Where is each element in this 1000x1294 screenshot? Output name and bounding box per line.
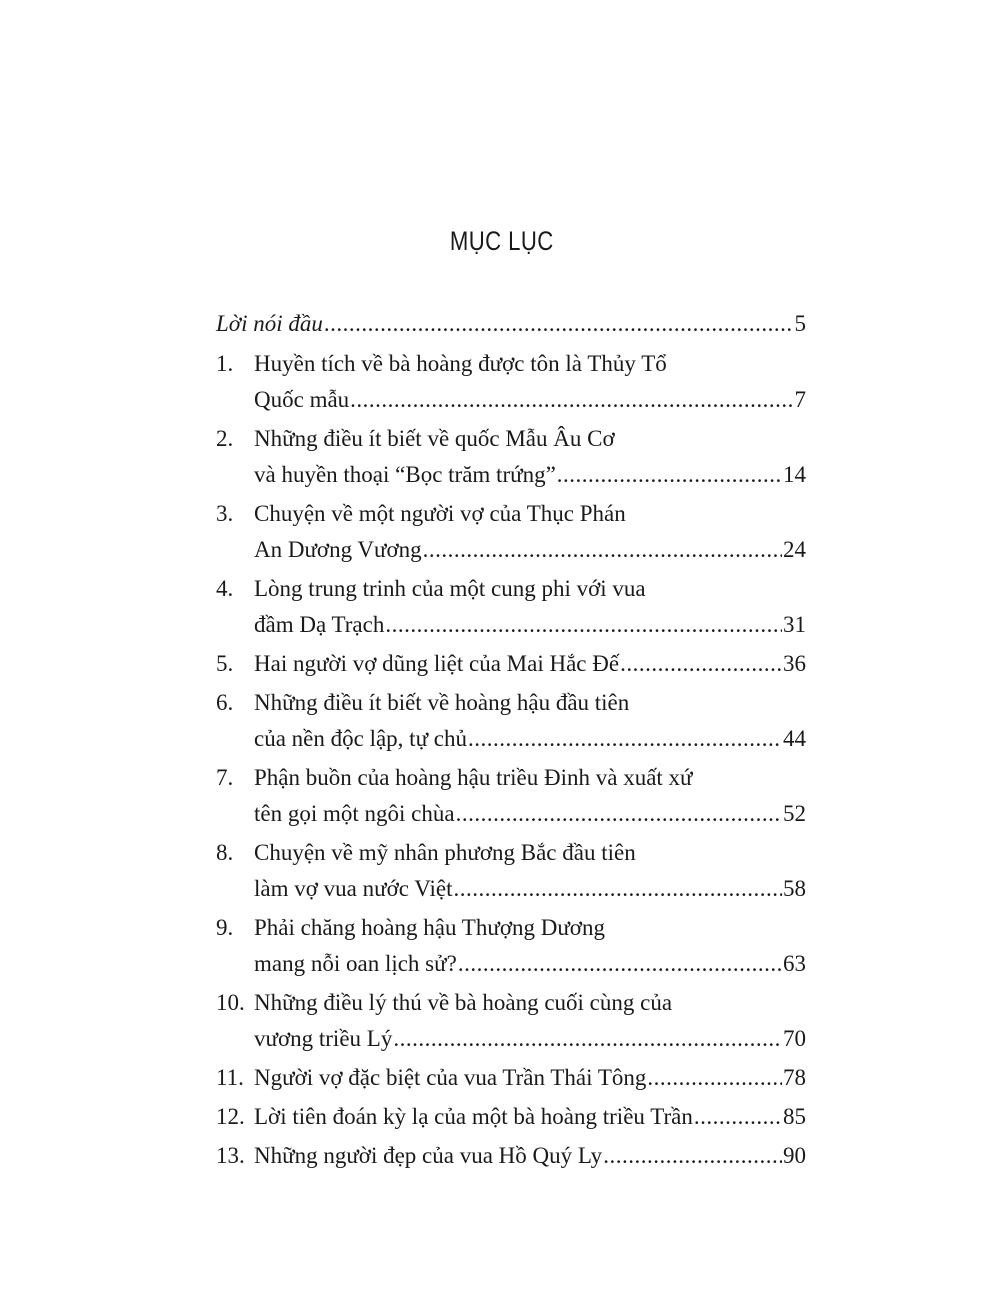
dot-leader: [456, 796, 782, 832]
toc-entry-title-line: làm vợ vua nước Việt: [254, 876, 453, 901]
toc-entry: [216, 910, 806, 982]
toc-page-number: 31: [783, 612, 806, 637]
toc-entry-title-line: tên gọi một ngôi chùa: [254, 801, 455, 826]
toc-entry-title-line: Những điều ít biết về hoàng hậu đầu tiên: [254, 690, 630, 715]
dot-leader: [324, 306, 794, 342]
toc-entry-number: 3.: [216, 501, 234, 526]
toc-page-number: 14: [783, 462, 806, 487]
toc-page-number: 58: [783, 876, 806, 901]
toc-entry-number: 2.: [216, 426, 234, 451]
toc-page-number: 7: [794, 387, 806, 412]
toc-entry-foreword: [216, 306, 806, 342]
toc-page-number: 52: [783, 801, 806, 826]
dot-leader: [603, 1138, 782, 1174]
toc-entry-title-line: vương triều Lý: [254, 1026, 393, 1051]
toc-entry-title-line: Lời tiên đoán kỳ lạ của một bà hoàng triều Trần: [254, 1104, 693, 1129]
toc-entry-number: 10.: [216, 990, 245, 1015]
page-title: MỤC LỤC: [449, 226, 554, 256]
toc-entry-number: 5.: [216, 651, 234, 676]
toc-entry-title-line: Chuyện về một người vợ của Thục Phán: [254, 501, 626, 526]
dot-leader: [468, 721, 782, 757]
toc-entry: [216, 496, 806, 568]
toc-entry-title: Lời nói đầu: [216, 311, 323, 336]
toc-entry-number: 12.: [216, 1104, 245, 1129]
dot-leader: [423, 532, 782, 568]
toc-entry: [216, 646, 806, 682]
dot-leader: [454, 871, 783, 907]
dot-leader: [458, 946, 782, 982]
toc-entry-title-line: Phải chăng hoàng hậu Thượng Dương: [254, 915, 605, 940]
table-of-contents: [216, 306, 806, 1174]
toc-entry-title-line: Lòng trung trinh của một cung phi với vua: [254, 576, 646, 601]
toc-page-number: 63: [783, 951, 806, 976]
toc-page-number: 36: [783, 651, 806, 676]
toc-entry-number: 13.: [216, 1143, 245, 1168]
toc-entry: [216, 1060, 806, 1096]
toc-entry-title-line: Huyền tích về bà hoàng được tôn là Thủy Tổ: [254, 351, 667, 376]
dot-leader: [694, 1099, 782, 1135]
dot-leader: [350, 382, 793, 418]
toc-entry-title-line: Những điều ít biết về quốc Mẫu Âu Cơ: [254, 426, 615, 451]
toc-page-number: 5: [794, 311, 806, 336]
toc-entry-number: 4.: [216, 576, 234, 601]
toc-entry-number: 9.: [216, 915, 234, 940]
toc-entry-title-line: đầm Dạ Trạch: [254, 612, 385, 637]
toc-entry-title-line: Người vợ đặc biệt của vua Trần Thái Tông: [254, 1065, 647, 1090]
toc-page-number: 24: [783, 537, 806, 562]
toc-page-number: 70: [783, 1026, 806, 1051]
dot-leader: [385, 607, 782, 643]
toc-entry: [216, 685, 806, 757]
toc-entry-number: 7.: [216, 765, 234, 790]
toc-page-number: 44: [783, 726, 806, 751]
toc-entry-title-line: Những người đẹp của vua Hồ Quý Ly: [254, 1143, 603, 1168]
toc-entry-title-line: Phận buồn của hoàng hậu triều Đinh và xuất xứ: [254, 765, 693, 790]
dot-leader: [647, 1060, 782, 1096]
toc-entry: [216, 1138, 806, 1174]
toc-entry-number: 8.: [216, 840, 234, 865]
toc-entry-title-line: Hai người vợ dũng liệt của Mai Hắc Đế: [254, 651, 620, 676]
toc-entry: [216, 421, 806, 493]
toc-entry: [216, 346, 806, 418]
toc-entry-number: 1.: [216, 351, 234, 376]
toc-entry-number: 11.: [216, 1065, 244, 1090]
toc-entry-number: 6.: [216, 690, 234, 715]
toc-entry: [216, 835, 806, 907]
toc-entry: [216, 1099, 806, 1135]
toc-entry-title-line: Chuyện về mỹ nhân phương Bắc đầu tiên: [254, 840, 636, 865]
toc-entry-title-line: An Dương Vương: [254, 537, 422, 562]
dot-leader: [620, 646, 782, 682]
toc-page-number: 85: [783, 1104, 806, 1129]
toc-entry-title-line: Quốc mẫu: [254, 387, 350, 412]
toc-page-number: 90: [783, 1143, 806, 1168]
toc-page-number: 78: [783, 1065, 806, 1090]
dot-leader: [393, 1021, 782, 1057]
toc-entry: [216, 571, 806, 643]
toc-entry-title-line: và huyền thoại “Bọc trăm trứng”: [254, 462, 556, 487]
toc-entry-title-line: của nền độc lập, tự chủ: [254, 726, 467, 751]
toc-entry-title-line: Những điều lý thú về bà hoàng cuối cùng của: [254, 990, 673, 1015]
toc-entry: [216, 760, 806, 832]
toc-entry-title-line: mang nỗi oan lịch sử?: [254, 951, 457, 976]
dot-leader: [557, 457, 782, 493]
toc-entry: [216, 985, 806, 1057]
